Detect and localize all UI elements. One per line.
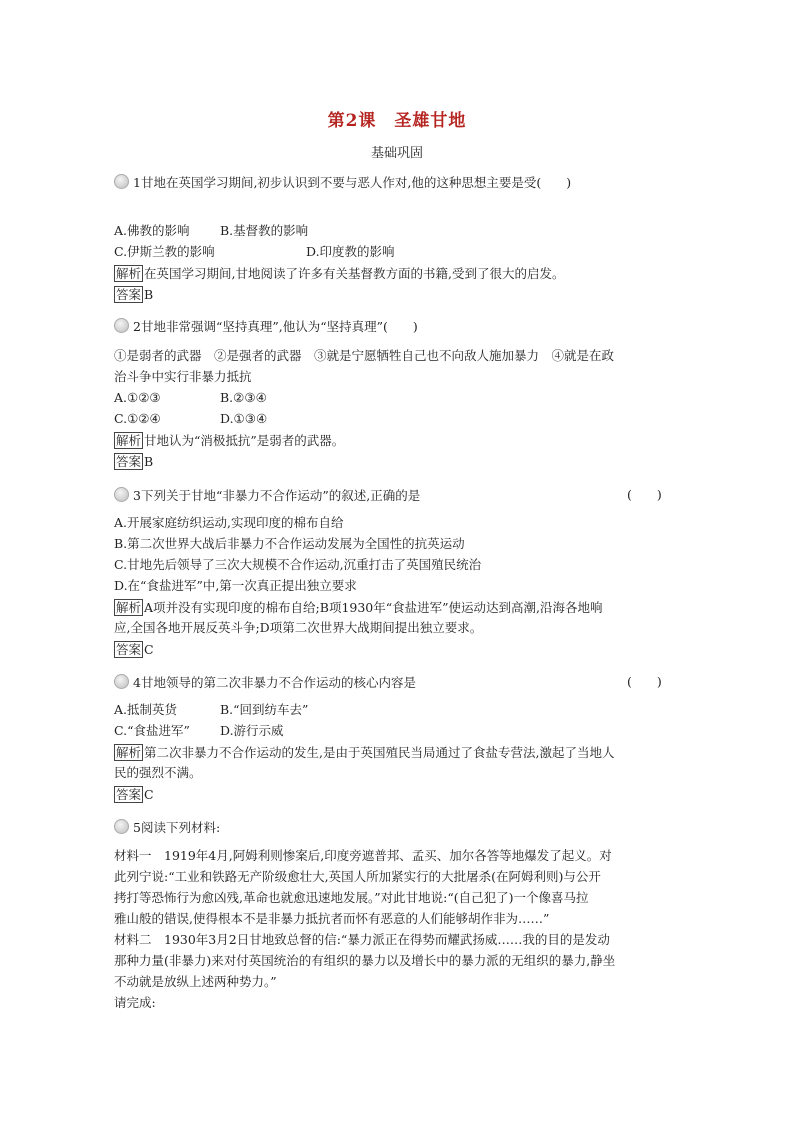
question-4 (114, 674, 416, 691)
question-5 (114, 819, 220, 836)
answer-tag: 答案 (116, 787, 142, 802)
bullet-circle-icon (114, 174, 129, 189)
q3-answer (114, 641, 154, 658)
q2-analysis-text: 甘地认为“消极抵抗”是弱者的武器。 (144, 433, 345, 448)
q3-answer-value: C (144, 642, 154, 657)
q4-answer-paren: ( ) (627, 674, 662, 689)
q1-analysis (114, 265, 564, 282)
analysis-tag: 解析 (116, 745, 142, 760)
material-2-line-1: 材料二 1930年3月2日甘地致总督的信:“暴力派正在得势而耀武扬威……我的目的是发动 (114, 932, 610, 947)
answer-tag: 答案 (116, 454, 142, 469)
q4-option-c: C.“食盐进军” (114, 723, 190, 738)
q1-answer (114, 286, 153, 303)
question-1-stem: 1甘地在英国学习期间,初步认识到不要与恶人作对,他的这种思想主要是受( ) (133, 175, 572, 190)
q4-answer (114, 786, 154, 803)
analysis-tag: 解析 (116, 600, 142, 615)
q2-option-b: B.②③④ (220, 390, 267, 405)
lesson-title: 第2课 圣雄甘地 (327, 111, 467, 131)
q1-analysis-text: 在英国学习期间,甘地阅读了许多有关基督教方面的书籍,受到了很大的启发。 (144, 266, 565, 281)
material-1-line-2: 此列宁说:“工业和铁路无产阶级愈壮大,英国人所加紧实行的大批屠杀(在阿姆利则)与公开 (114, 869, 601, 884)
q3-analysis-text-1: A项并没有实现印度的棉布自给;B项1930年“食盐进军”使运动达到高潮,沿海各地响 (144, 600, 603, 615)
q2-option-d: D.①③④ (220, 411, 268, 426)
q2-option-c: C.①②④ (114, 411, 161, 426)
question-2-stem: 2甘地非常强调“坚持真理”,他认为“坚持真理”( ) (133, 319, 418, 334)
q2-answer (114, 453, 153, 470)
q4-option-a: A.抵制英货 (114, 702, 178, 717)
bullet-circle-icon (114, 318, 129, 333)
question-1 (114, 174, 571, 191)
q2-items-line-1: ①是弱者的武器 ②是强者的武器 ③就是宁愿牺牲自己也不向敌人施加暴力 ④就是在政 (114, 348, 615, 363)
q3-analysis-line-1 (114, 599, 603, 616)
q3-option-a: A.开展家庭纺织运动,实现印度的棉布自给 (114, 515, 344, 530)
question-5-stem: 5阅读下列材料: (133, 820, 221, 835)
q1-option-d: D.印度教的影响 (306, 244, 395, 259)
bullet-circle-icon (114, 674, 129, 689)
q2-analysis (114, 432, 344, 449)
q1-answer-value: B (144, 287, 154, 302)
analysis-tag: 解析 (116, 433, 142, 448)
answer-tag: 答案 (116, 642, 142, 657)
q1-option-c: C.伊斯兰教的影响 (114, 244, 215, 259)
q2-answer-value: B (144, 454, 154, 469)
material-2-line-2: 那种力量(非暴力)来对付英国统治的有组织的暴力以及增长中的暴力派的无组织的暴力,静坐 (114, 953, 616, 968)
q3-answer-paren: ( ) (627, 487, 662, 502)
answer-tag: 答案 (116, 287, 142, 302)
q2-option-a: A.①②③ (114, 390, 161, 405)
q4-analysis-line-1 (114, 744, 614, 761)
q4-option-b: B.“回到纺车去” (220, 702, 309, 717)
analysis-tag: 解析 (116, 266, 142, 281)
material-1-line-3: 拷打等恐怖行为愈凶残,革命也就愈迅速地发展。”对此甘地说:“(自己犯了)一个像喜马拉 (114, 890, 589, 905)
bullet-circle-icon (114, 487, 129, 502)
q1-option-b: B.基督教的影响 (220, 223, 309, 238)
q4-answer-value: C (144, 787, 154, 802)
question-3-stem: 3下列关于甘地“非暴力不合作运动”的叙述,正确的是 (133, 488, 421, 503)
question-2 (114, 318, 418, 335)
q4-analysis-text-1: 第二次非暴力不合作运动的发生,是由于英国殖民当局通过了食盐专营法,激起了当地人 (144, 745, 615, 760)
q4-analysis-line-2: 民的强烈不满。 (114, 765, 202, 780)
q3-option-b: B.第二次世界大战后非暴力不合作运动发展为全国性的抗英运动 (114, 536, 465, 551)
q1-option-a: A.佛教的影响 (114, 223, 190, 238)
material-1-line-1: 材料一 1919年4月,阿姆利则惨案后,印度旁遮普邦、孟买、加尔各答等地爆发了起义。对 (114, 848, 612, 863)
material-2-line-3: 不动就是放纵上述两种势力。” (114, 974, 277, 989)
q2-items-line-2: 治斗争中实行非暴力抵抗 (114, 369, 252, 384)
q3-analysis-line-2: 应,全国各地开展反英斗争;D项第二次世界大战期间提出独立要求。 (114, 620, 483, 635)
question-3 (114, 487, 420, 504)
material-1-line-4: 雅山般的错误,使得根本不是非暴力抵抗者而怀有恶意的人们能够胡作非为……” (114, 911, 550, 926)
question-4-stem: 4甘地领导的第二次非暴力不合作运动的核心内容是 (133, 675, 416, 690)
section-heading: 基础巩固 (370, 146, 423, 161)
bullet-circle-icon (114, 819, 129, 834)
q4-option-d: D.游行示威 (220, 723, 284, 738)
q5-prompt: 请完成: (114, 995, 156, 1010)
q3-option-c: C.甘地先后领导了三次大规模不合作运动,沉重打击了英国殖民统治 (114, 557, 482, 572)
q3-option-d: D.在“食盐进军”中,第一次真正提出独立要求 (114, 578, 357, 593)
